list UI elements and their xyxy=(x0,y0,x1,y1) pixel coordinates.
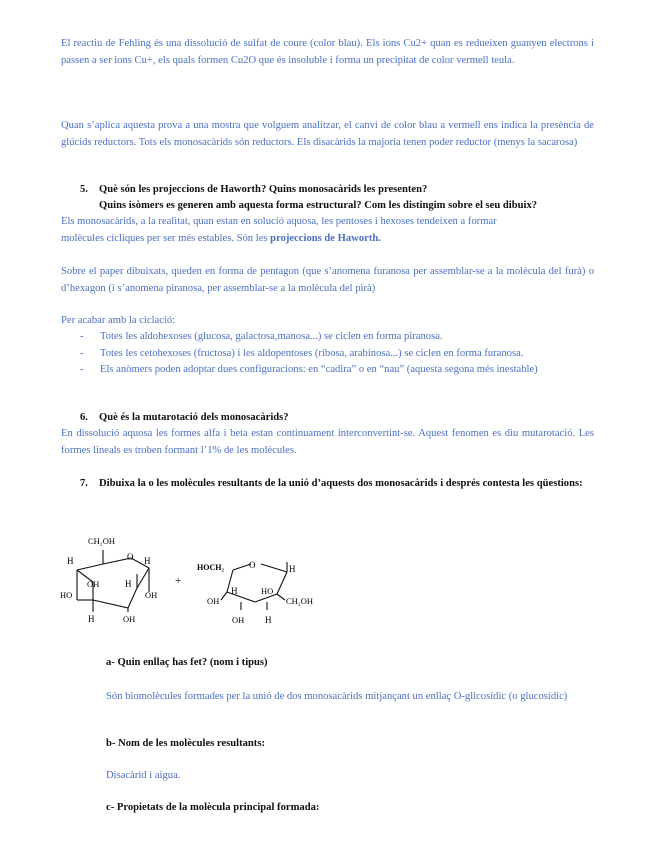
ch2oh-label: CH₂OH xyxy=(88,536,116,546)
cyclation-list xyxy=(61,329,601,379)
question-6-title: Què és la mutarotació dels monosacàrids? xyxy=(99,412,289,423)
ch2oh-furanose: CH₂OH xyxy=(286,596,314,606)
haworth-bold-term: projeccions de Haworth. xyxy=(270,232,381,244)
oh-bottom: OH xyxy=(123,614,136,624)
list-item-text: Els anòmers poden adoptar dues configuracions: en “cadira” o en “nau” (aquesta segona més inestable) xyxy=(100,364,538,376)
h-bottom-furanose: H xyxy=(265,615,272,625)
h-left: H xyxy=(67,556,74,566)
ho-left: HO xyxy=(60,590,73,600)
question-7b-answer: Disacàrid i aigua. xyxy=(106,770,181,781)
list-item-text: Totes les aldohexoses (glucosa, galactosa,manosa...) se ciclen en forma piranosa. xyxy=(100,331,443,342)
bullet-dash: - xyxy=(80,331,84,342)
answer-text: Els monosacàrids, a la realitat, quan estan en solució aquosa, les pentoses i hexoses tendeixen a formar molècules cícliques per ser més estables. Són les xyxy=(61,216,497,244)
fehling-paragraph-2: Quan s’aplica aquesta prova a una mostra que volguem analitzar, el canvi de color blau a vermell ens indica la presència de glúcids reductors. Tots els monosacàrids són reductors. Els disacàrids la majoria tenen poder reductor (menys la sacarosa) xyxy=(61,120,594,148)
h-bottom: H xyxy=(88,614,95,624)
bullet-dash: - xyxy=(80,364,84,376)
question-5-answer-1 xyxy=(61,214,541,247)
ho-furanose: HO xyxy=(261,586,274,596)
plus-sign: + xyxy=(175,575,182,587)
hoch2-label: HOCH₂ xyxy=(197,563,224,572)
question-7-title: Dibuixa la o les molècules resultants de la unió d’aquests dos monosacàrids i després contesta les qüestions: xyxy=(99,478,583,489)
question-5-answer-3: Per acabar amb la ciclació: xyxy=(61,315,176,326)
fehling-paragraph-1: El reactiu de Fehling és una dissolució de sulfat de coure (color blau). Els ions Cu2+ quan es redueixen guanyen electrons i passen a ser ions Cu+, els quals formen Cu2O que és insoluble i forma un precipitat de color vermell teula. xyxy=(61,38,594,66)
ring-oxygen: O xyxy=(127,552,134,562)
oh-left-furanose: OH xyxy=(207,596,220,606)
oh-bottom-furanose: OH xyxy=(232,615,245,625)
list-item xyxy=(61,346,601,363)
question-5-title-line2: Quins isòmers es generen amb aquesta forma estructural? Com les distingim sobre el seu dibuix? xyxy=(99,200,538,211)
list-item-text: Totes les cetohexoses (fructosa) i les aldopentoses (ribosa, arabinosa...) se ciclen en forma furanosa. xyxy=(100,347,524,359)
question-7a-label: a- Quin enllaç has fet? (nom i tipus) xyxy=(106,657,268,668)
question-6-answer: En dissolució aquosa les formes alfa i beta estan continuament interconvertint-se. Aquest fenomen es diu mutarotació. Les formes lineals es troben formant l’1% de les molècules. xyxy=(61,428,594,456)
question-7-number: 7. xyxy=(80,478,88,489)
h-right: H xyxy=(144,556,151,566)
list-item xyxy=(61,362,601,379)
question-7a-answer: Són biomolècules formades per la unió de dos monosacàrids mitjançant un enllaç O-glicosídic (o glucosídic) xyxy=(106,691,568,702)
question-5-title-line1: Què són les projeccions de Haworth? Quins monosacàrids les presenten? xyxy=(99,184,428,195)
monosaccharides-diagram xyxy=(55,530,355,630)
list-item xyxy=(61,329,601,346)
question-7c-label: c- Propietats de la molècula principal formada: xyxy=(106,802,320,813)
question-5-number: 5. xyxy=(80,184,88,195)
question-7b-label: b- Nom de les molècules resultants: xyxy=(106,738,265,749)
furanose-oxygen: O xyxy=(249,560,256,570)
oh-right: OH xyxy=(145,590,158,600)
oh-left: OH xyxy=(87,579,100,589)
question-5-answer-2: Sobre el paper dibuixats, queden en forma de pentagon (que s’anomena furanosa per assemblar-se a la molècula del furà) o d’hexagon (i s’anomena piranosa, per assemblar-se a la molècula del pirà) xyxy=(61,266,594,294)
h-right-furanose: H xyxy=(289,564,296,574)
h1-furanose: H xyxy=(231,586,238,596)
bullet-dash: - xyxy=(80,347,84,359)
h-mid: H xyxy=(125,579,132,589)
question-6-number: 6. xyxy=(80,412,88,423)
